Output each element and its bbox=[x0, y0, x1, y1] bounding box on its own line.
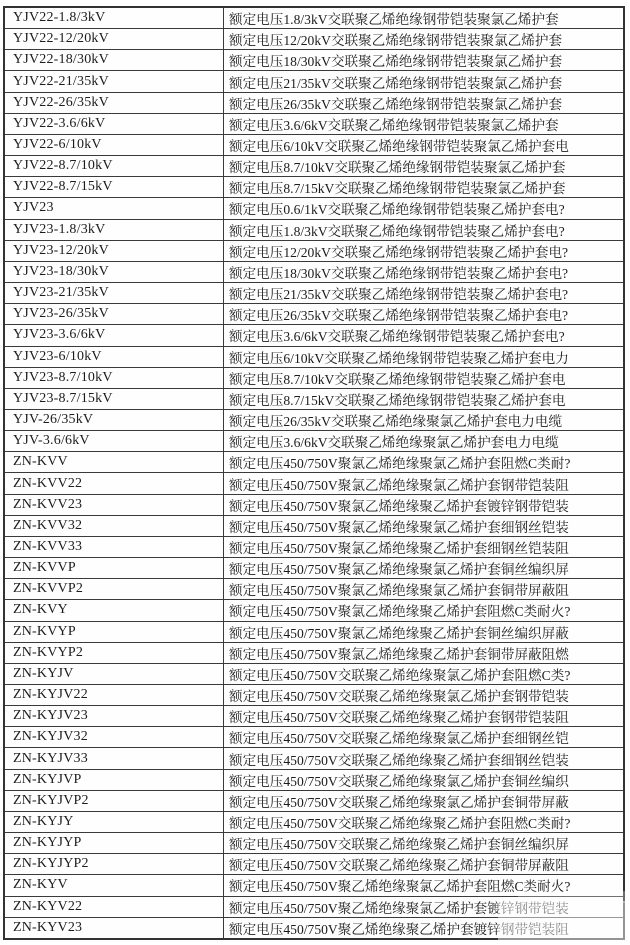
table-row bbox=[5, 685, 623, 706]
table-row bbox=[5, 558, 623, 579]
description-cell: 额定电压12/20kV交联聚乙烯绝缘钢带铠装聚乙烯护套电? bbox=[229, 244, 569, 260]
model-code-cell: ZN-KVY bbox=[5, 600, 224, 620]
table-row bbox=[5, 854, 623, 875]
description-cell: 额定电压450/750V聚氯乙烯绝缘聚乙烯护套铜带屏蔽阻燃 bbox=[229, 646, 569, 662]
model-code-cell: ZN-KVVP bbox=[5, 558, 224, 578]
description-cell: 额定电压450/750V交联聚乙烯绝缘聚氯乙烯护套钢带铠装 bbox=[229, 689, 569, 705]
table-row bbox=[5, 347, 623, 368]
model-code-cell: YJV22-8.7/10kV bbox=[5, 156, 224, 176]
model-code-cell: ZN-KVVP2 bbox=[5, 579, 224, 599]
table-row bbox=[5, 452, 623, 473]
table-row bbox=[5, 516, 623, 537]
description-cell: 额定电压6/10kV交联聚乙烯绝缘钢带铠装聚氯乙烯护套电 bbox=[229, 139, 569, 155]
model-code-cell: ZN-KVV23 bbox=[5, 495, 224, 515]
model-code-cell: YJV23-1.8/3kV bbox=[5, 220, 224, 240]
model-code-cell: YJV23-18/30kV bbox=[5, 262, 224, 282]
model-code-cell: ZN-KYJVP bbox=[5, 770, 224, 790]
model-code-cell: YJV23-8.7/15kV bbox=[5, 389, 224, 409]
model-code-cell: ZN-KYJVP2 bbox=[5, 791, 224, 811]
table-row bbox=[5, 918, 623, 938]
table-row bbox=[5, 304, 623, 325]
model-code-cell: YJV22-26/35kV bbox=[5, 93, 224, 113]
table-row bbox=[5, 262, 623, 283]
table-row bbox=[5, 727, 623, 748]
table-row bbox=[5, 325, 623, 346]
description-cell: 额定电压18/30kV交联聚乙烯绝缘钢带铠装聚乙烯护套电? bbox=[229, 265, 569, 281]
table-row bbox=[5, 368, 623, 389]
table-row bbox=[5, 706, 623, 727]
description-cell: 额定电压26/35kV交联聚乙烯绝缘钢带铠装聚氯乙烯护套 bbox=[229, 96, 563, 112]
description-cell: 额定电压450/750V聚乙烯绝缘聚乙烯护套镀锌钢带铠装阻 bbox=[229, 921, 569, 937]
description-cell: 额定电压450/750V交联聚乙烯绝缘聚氯乙烯护套阻燃C类? bbox=[229, 667, 571, 683]
table-row bbox=[5, 664, 623, 685]
table-row bbox=[5, 283, 623, 304]
description-cell: 额定电压3.6/6kV交联聚乙烯绝缘钢带铠装聚乙烯护套电? bbox=[229, 329, 565, 345]
table-row bbox=[5, 29, 623, 50]
description-cell: 额定电压450/750V聚氯乙烯绝缘聚氯乙烯护套细钢丝铠装 bbox=[229, 519, 569, 535]
description-cell: 额定电压3.6/6kV交联聚乙烯绝缘聚氯乙烯护套电力电缆 bbox=[229, 435, 559, 451]
model-code-cell: ZN-KVYP2 bbox=[5, 643, 224, 663]
cable-spec-table bbox=[3, 6, 625, 940]
model-code-cell: ZN-KYJV bbox=[5, 664, 224, 684]
description-cell: 额定电压6/10kV交联聚乙烯绝缘钢带铠装聚乙烯护套电力 bbox=[229, 350, 569, 366]
description-cell: 额定电压450/750V交联聚乙烯绝缘聚乙烯护套铜带屏蔽阻 bbox=[229, 858, 569, 874]
description-cell: 额定电压26/35kV交联聚乙烯绝缘钢带铠装聚乙烯护套电? bbox=[229, 308, 569, 324]
table-row bbox=[5, 177, 623, 198]
description-cell: 额定电压21/35kV交联聚乙烯绝缘钢带铠装聚乙烯护套电? bbox=[229, 287, 569, 303]
table-row bbox=[5, 135, 623, 156]
description-cell: 额定电压8.7/15kV交联聚乙烯绝缘钢带铠装聚氯乙烯护套 bbox=[229, 181, 566, 197]
model-code-cell: ZN-KVV bbox=[5, 452, 224, 472]
model-code-cell: YJV22-1.8/3kV bbox=[5, 8, 224, 28]
description-cell: 额定电压1.8/3kV交联聚乙烯绝缘钢带铠装聚乙烯护套电? bbox=[229, 223, 565, 239]
description-cell: 额定电压3.6/6kV交联聚乙烯绝缘钢带铠装聚氯乙烯护套 bbox=[229, 117, 559, 133]
table-row bbox=[5, 791, 623, 812]
description-cell: 额定电压450/750V交联聚乙烯绝缘聚氯乙烯护套铜丝编织 bbox=[229, 773, 569, 789]
model-code-cell: YJV22-18/30kV bbox=[5, 50, 224, 70]
model-code-cell: ZN-KYJYP bbox=[5, 833, 224, 853]
table-row bbox=[5, 833, 623, 854]
table-row bbox=[5, 156, 623, 177]
model-code-cell: ZN-KYV bbox=[5, 875, 224, 895]
table-row bbox=[5, 812, 623, 833]
table-row bbox=[5, 50, 623, 71]
table-row bbox=[5, 748, 623, 769]
description-cell: 额定电压8.7/10kV交联聚乙烯绝缘钢带铠装聚氯乙烯护套 bbox=[229, 160, 566, 176]
description-cell: 额定电压0.6/1kV交联聚乙烯绝缘钢带铠装聚乙烯护套电? bbox=[229, 202, 565, 218]
table-row bbox=[5, 579, 623, 600]
table-row bbox=[5, 495, 623, 516]
model-code-cell: YJV22-6/10kV bbox=[5, 135, 224, 155]
model-code-cell: ZN-KYJV23 bbox=[5, 706, 224, 726]
table-row bbox=[5, 220, 623, 241]
table-row bbox=[5, 770, 623, 791]
description-cell: 额定电压450/750V交联聚乙烯绝缘聚乙烯护套铜丝编织屏 bbox=[229, 837, 569, 853]
model-code-cell: YJV23-21/35kV bbox=[5, 283, 224, 303]
table-row bbox=[5, 93, 623, 114]
table-row bbox=[5, 600, 623, 621]
description-cell: 额定电压18/30kV交联聚乙烯绝缘钢带铠装聚氯乙烯护套 bbox=[229, 54, 563, 70]
model-code-cell: YJV22-21/35kV bbox=[5, 71, 224, 91]
model-code-cell: YJV23-12/20kV bbox=[5, 241, 224, 261]
description-cell: 额定电压21/35kV交联聚乙烯绝缘钢带铠装聚氯乙烯护套 bbox=[229, 75, 563, 91]
model-code-cell: YJV23-3.6/6kV bbox=[5, 325, 224, 345]
description-cell: 额定电压450/750V聚氯乙烯绝缘聚乙烯护套细钢丝铠装阻 bbox=[229, 540, 569, 556]
model-code-cell: ZN-KVV33 bbox=[5, 537, 224, 557]
model-code-cell: YJV23 bbox=[5, 198, 224, 218]
table-row bbox=[5, 643, 623, 664]
description-cell: 额定电压450/750V聚氯乙烯绝缘聚氯乙烯护套铜丝编织屏 bbox=[229, 562, 569, 578]
description-cell: 额定电压450/750V聚氯乙烯绝缘聚氯乙烯护套阻燃C类耐? bbox=[229, 456, 571, 472]
table-row bbox=[5, 897, 623, 918]
model-code-cell: ZN-KYJV33 bbox=[5, 748, 224, 768]
model-code-cell: ZN-KVV22 bbox=[5, 473, 224, 493]
model-code-cell: YJV22-12/20kV bbox=[5, 29, 224, 49]
table-row bbox=[5, 537, 623, 558]
model-code-cell: YJV23-6/10kV bbox=[5, 347, 224, 367]
description-cell: 额定电压450/750V聚氯乙烯绝缘聚氯乙烯护套铜带屏蔽阻 bbox=[229, 583, 569, 599]
model-code-cell: ZN-KYJYP2 bbox=[5, 854, 224, 874]
description-cell: 额定电压1.8/3kV交联聚乙烯绝缘钢带铠装聚氯乙烯护套 bbox=[229, 12, 559, 28]
description-cell: 额定电压450/750V聚氯乙烯绝缘聚氯乙烯护套钢带铠装阻 bbox=[229, 477, 569, 493]
model-code-cell: YJV-26/35kV bbox=[5, 410, 224, 430]
model-code-cell: YJV23-26/35kV bbox=[5, 304, 224, 324]
table-row bbox=[5, 71, 623, 92]
description-cell: 额定电压450/750V交联聚乙烯绝缘聚氯乙烯护套铜带屏蔽 bbox=[229, 794, 569, 810]
model-code-cell: ZN-KYV23 bbox=[5, 918, 224, 938]
table-row bbox=[5, 875, 623, 896]
description-cell: 额定电压8.7/10kV交联聚乙烯绝缘钢带铠装聚乙烯护套电 bbox=[229, 371, 566, 387]
description-cell: 额定电压450/750V交联聚乙烯绝缘聚乙烯护套钢带铠装阻 bbox=[229, 710, 569, 726]
description-cell: 额定电压450/750V聚氯乙烯绝缘聚乙烯护套阻燃C类耐火? bbox=[229, 604, 571, 620]
table-row bbox=[5, 8, 623, 29]
description-cell: 额定电压450/750V交联聚乙烯绝缘聚乙烯护套阻燃C类耐? bbox=[229, 816, 571, 832]
table-row bbox=[5, 198, 623, 219]
description-cell: 额定电压12/20kV交联聚乙烯绝缘钢带铠装聚氯乙烯护套 bbox=[229, 33, 563, 49]
table-row bbox=[5, 473, 623, 494]
description-cell: 额定电压450/750V交联聚乙烯绝缘聚乙烯护套细钢丝铠装 bbox=[229, 752, 569, 768]
model-code-cell: ZN-KYJV32 bbox=[5, 727, 224, 747]
model-code-cell: ZN-KYJV22 bbox=[5, 685, 224, 705]
description-cell: 额定电压26/35kV交联聚乙烯绝缘聚氯乙烯护套电力电缆 bbox=[229, 414, 563, 430]
model-code-cell: YJV22-3.6/6kV bbox=[5, 114, 224, 134]
table-row bbox=[5, 622, 623, 643]
model-code-cell: ZN-KYV22 bbox=[5, 897, 224, 917]
description-cell: 额定电压450/750V聚乙烯绝缘聚氯乙烯护套镀锌钢带铠装 bbox=[229, 900, 569, 916]
model-code-cell: ZN-KYJY bbox=[5, 812, 224, 832]
description-cell: 额定电压450/750V聚氯乙烯绝缘聚乙烯护套镀锌钢带铠装 bbox=[229, 498, 569, 514]
table-row bbox=[5, 389, 623, 410]
description-cell: 额定电压450/750V聚乙烯绝缘聚氯乙烯护套阻燃C类耐火? bbox=[229, 879, 571, 895]
model-code-cell: YJV22-8.7/15kV bbox=[5, 177, 224, 197]
model-code-cell: ZN-KVV32 bbox=[5, 516, 224, 536]
description-cell: 额定电压450/750V聚氯乙烯绝缘聚乙烯护套铜丝编织屏蔽 bbox=[229, 625, 569, 641]
table-row bbox=[5, 241, 623, 262]
table-row bbox=[5, 410, 623, 431]
table-row bbox=[5, 114, 623, 135]
description-cell: 额定电压450/750V交联聚乙烯绝缘聚氯乙烯护套细钢丝铠 bbox=[229, 731, 569, 747]
model-code-cell: YJV23-8.7/10kV bbox=[5, 368, 224, 388]
model-code-cell: ZN-KVYP bbox=[5, 622, 224, 642]
table-row bbox=[5, 431, 623, 452]
model-code-cell: YJV-3.6/6kV bbox=[5, 431, 224, 451]
description-cell: 额定电压8.7/15kV交联聚乙烯绝缘钢带铠装聚乙烯护套电 bbox=[229, 392, 566, 408]
